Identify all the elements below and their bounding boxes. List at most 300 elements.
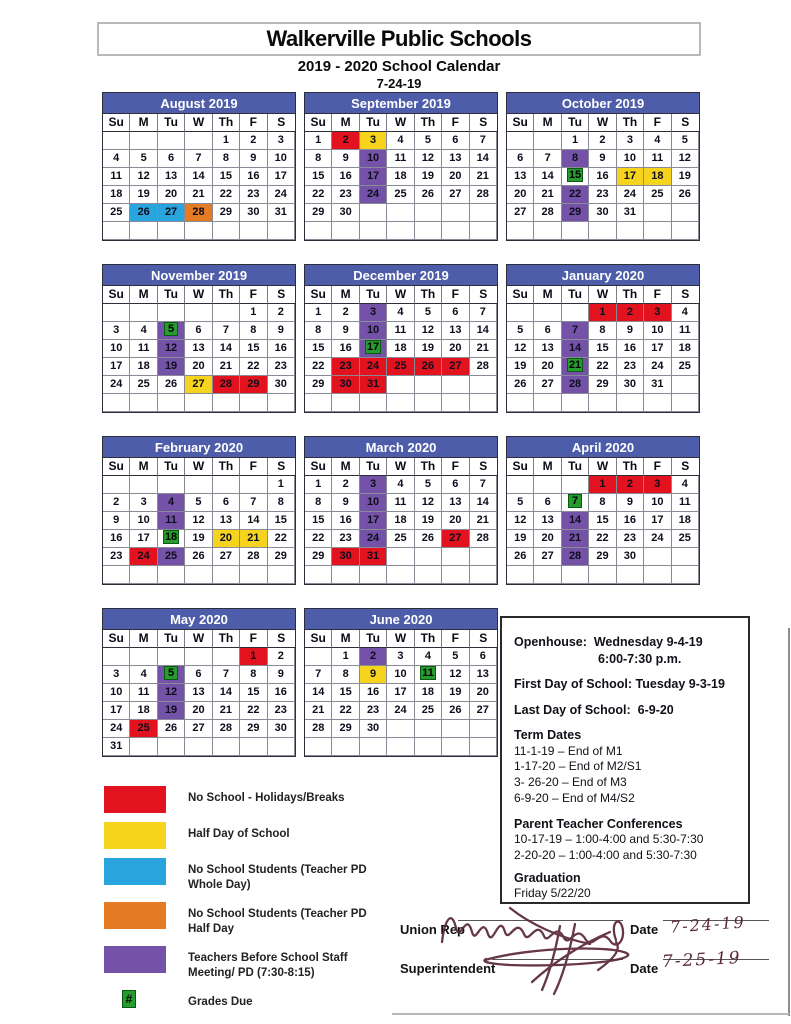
month-title: April 2020	[507, 437, 699, 458]
calendar-day-cell: 20	[442, 168, 469, 186]
calendar-day-cell: 11	[672, 494, 699, 512]
grades-due-marker: 17	[366, 341, 380, 353]
calendar-day-cell	[470, 720, 497, 738]
calendar-day-cell	[589, 566, 616, 584]
calendar-day-cell: 25	[644, 186, 671, 204]
calendar-day-cell: 16	[360, 684, 387, 702]
union-rep-label: Union Rep	[400, 922, 465, 937]
weekday-header: Tu	[360, 630, 387, 648]
weekday-header: Tu	[158, 458, 185, 476]
calendar-day-cell: 7	[470, 476, 497, 494]
openhouse-line: Openhouse: Wednesday 9-4-19	[514, 635, 703, 649]
calendar-day-cell: 4	[387, 476, 414, 494]
calendar-day-cell	[562, 394, 589, 412]
calendar-day-cell	[644, 566, 671, 584]
calendar-day-cell: 8	[268, 494, 295, 512]
calendar-day-cell: 31	[360, 548, 387, 566]
calendar-day-cell: 6	[534, 494, 561, 512]
calendar-day-cell	[240, 222, 267, 240]
legend-item-yellow	[104, 822, 434, 849]
superintendent-signature-flourish	[598, 942, 618, 970]
calendar-day-cell	[130, 222, 157, 240]
calendar-day-cell	[470, 394, 497, 412]
calendar-day-cell: 2	[103, 494, 130, 512]
weekday-header: M	[534, 114, 561, 132]
calendar-day-cell: 24	[644, 358, 671, 376]
calendar-day-cell: 3	[360, 304, 387, 322]
legend-swatch-column	[104, 946, 188, 973]
weekday-header: Th	[213, 114, 240, 132]
calendar-day-cell: 13	[507, 168, 534, 186]
term-date-line: 11-1-19 – End of M1	[514, 743, 623, 758]
calendar-day-cell: 22	[268, 530, 295, 548]
month-calendar-august	[102, 92, 296, 241]
scan-edge-artifact	[392, 1013, 789, 1015]
calendar-day-cell: 3	[130, 494, 157, 512]
calendar-day-cell	[158, 476, 185, 494]
calendar-day-cell	[332, 738, 359, 756]
weekday-header: F	[240, 630, 267, 648]
calendar-day-cell: 23	[103, 548, 130, 566]
calendar-day-cell	[415, 394, 442, 412]
calendar-day-cell: 20	[534, 358, 561, 376]
calendar-day-cell: 28	[305, 720, 332, 738]
weekday-header: M	[534, 286, 561, 304]
calendar-day-cell: 15	[305, 512, 332, 530]
calendar-day-cell: 29	[589, 376, 616, 394]
calendar-day-cell	[415, 720, 442, 738]
calendar-day-cell: 10	[387, 666, 414, 684]
calendar-day-cell: 24	[268, 186, 295, 204]
calendar-day-cell: 3	[644, 476, 671, 494]
calendar-day-cell: 10	[103, 340, 130, 358]
term-dates-title: Term Dates	[514, 728, 582, 742]
month-title: November 2019	[103, 265, 295, 286]
calendar-day-cell: 15	[589, 340, 616, 358]
calendar-day-cell: 27	[534, 548, 561, 566]
calendar-day-cell	[240, 394, 267, 412]
calendar-day-cell: 21	[240, 530, 267, 548]
calendar-day-cell: 5	[507, 494, 534, 512]
calendar-day-cell	[158, 304, 185, 322]
calendar-day-cell	[268, 394, 295, 412]
calendar-day-cell: 18	[103, 186, 130, 204]
calendar-day-cell: 26	[442, 702, 469, 720]
calendar-day-cell: 19	[442, 684, 469, 702]
calendar-day-cell: 9	[332, 150, 359, 168]
weekday-header: W	[387, 458, 414, 476]
calendar-day-cell: 24	[130, 548, 157, 566]
calendar-day-cell	[672, 222, 699, 240]
calendar-day-cell: 16	[617, 512, 644, 530]
calendar-day-cell: 13	[442, 322, 469, 340]
blue-swatch	[104, 858, 166, 885]
calendar-day-cell	[213, 476, 240, 494]
calendar-day-cell: 31	[644, 376, 671, 394]
calendar-day-cell: 21	[470, 340, 497, 358]
calendar-day-cell: 29	[305, 548, 332, 566]
calendar-day-cell: 10	[360, 494, 387, 512]
calendar-day-cell: 28	[185, 204, 212, 222]
calendar-day-cell	[185, 304, 212, 322]
calendar-day-cell	[672, 548, 699, 566]
calendar-day-cell: 29	[305, 376, 332, 394]
calendar-day-cell	[158, 648, 185, 666]
calendar-day-cell	[470, 548, 497, 566]
calendar-day-cell	[387, 566, 414, 584]
scan-edge-artifact	[788, 628, 790, 1016]
calendar-day-cell	[158, 132, 185, 150]
calendar-day-cell	[213, 394, 240, 412]
calendar-day-cell: 9	[617, 322, 644, 340]
calendar-day-cell: 17	[617, 168, 644, 186]
calendar-day-cell: 16	[332, 340, 359, 358]
superintendent-signature-stroke3	[532, 932, 610, 982]
calendar-day-cell: 29	[332, 720, 359, 738]
weekday-header: W	[185, 286, 212, 304]
month-title: March 2020	[305, 437, 497, 458]
weekday-header: M	[332, 458, 359, 476]
calendar-day-cell	[672, 376, 699, 394]
calendar-day-cell: 18	[387, 168, 414, 186]
calendar-day-cell: 29	[305, 204, 332, 222]
calendar-day-cell: 15	[332, 684, 359, 702]
weekday-header: F	[644, 458, 671, 476]
calendar-day-cell	[644, 222, 671, 240]
weekday-header: S	[470, 630, 497, 648]
calendar-day-cell	[534, 394, 561, 412]
calendar-day-cell	[415, 204, 442, 222]
calendar-day-cell: 17	[360, 512, 387, 530]
calendar-day-cell	[415, 666, 442, 684]
calendar-day-cell	[240, 476, 267, 494]
calendar-day-cell	[442, 738, 469, 756]
calendar-day-cell: 20	[213, 530, 240, 548]
calendar-day-cell	[185, 738, 212, 756]
weekday-header: M	[130, 458, 157, 476]
calendar-day-cell: 5	[442, 648, 469, 666]
purple-swatch	[104, 946, 166, 973]
weekday-header: M	[332, 114, 359, 132]
calendar-day-cell: 19	[158, 358, 185, 376]
calendar-day-cell	[360, 204, 387, 222]
graduation-date: Friday 5/22/20	[514, 886, 591, 901]
calendar-day-cell: 9	[268, 322, 295, 340]
calendar-day-cell: 26	[507, 548, 534, 566]
legend-swatch-column	[104, 902, 188, 929]
calendar-day-cell: 14	[534, 168, 561, 186]
calendar-day-cell: 13	[534, 340, 561, 358]
weekday-header: M	[534, 458, 561, 476]
calendar-day-cell: 23	[332, 530, 359, 548]
calendar-day-cell: 18	[415, 684, 442, 702]
calendar-day-cell: 18	[672, 512, 699, 530]
legend-label: No School Students (Teacher PD Half Day	[188, 907, 367, 935]
calendar-day-cell	[507, 476, 534, 494]
calendar-day-cell: 11	[130, 684, 157, 702]
month-title: May 2020	[103, 609, 295, 630]
calendar-day-cell: 13	[470, 666, 497, 684]
calendar-day-cell: 14	[470, 150, 497, 168]
calendar-day-cell	[442, 222, 469, 240]
calendar-day-cell	[470, 222, 497, 240]
calendar-day-cell: 5	[415, 304, 442, 322]
calendar-day-cell: 8	[240, 322, 267, 340]
calendar-day-cell: 1	[213, 132, 240, 150]
calendar-day-cell	[332, 566, 359, 584]
calendar-day-cell: 26	[158, 376, 185, 394]
calendar-day-cell: 18	[130, 702, 157, 720]
weekday-header: Th	[213, 630, 240, 648]
calendar-day-cell: 15	[213, 168, 240, 186]
weekday-header: F	[240, 114, 267, 132]
weekday-header: M	[130, 114, 157, 132]
calendar-day-cell: 25	[103, 204, 130, 222]
calendar-day-cell	[130, 304, 157, 322]
weekday-header: Su	[507, 458, 534, 476]
calendar-day-cell: 28	[240, 548, 267, 566]
calendar-day-cell: 28	[562, 376, 589, 394]
calendar-day-cell: 8	[305, 494, 332, 512]
calendar-day-cell: 20	[442, 340, 469, 358]
calendar-day-cell: 24	[360, 186, 387, 204]
grades-due-marker: 18	[164, 531, 178, 543]
calendar-day-cell: 8	[240, 666, 267, 684]
calendar-day-cell: 30	[617, 548, 644, 566]
calendar-day-cell: 11	[644, 150, 671, 168]
calendar-day-cell: 21	[470, 512, 497, 530]
calendar-day-cell	[158, 566, 185, 584]
calendar-day-cell	[103, 132, 130, 150]
grades-due-marker: 5	[164, 322, 178, 336]
calendar-day-cell: 21	[213, 358, 240, 376]
calendar-day-cell: 7	[213, 666, 240, 684]
calendar-day-cell: 25	[130, 376, 157, 394]
weekday-header: Tu	[562, 458, 589, 476]
calendar-day-cell: 22	[240, 358, 267, 376]
calendar-day-cell: 24	[360, 530, 387, 548]
calendar-day-cell	[158, 530, 185, 548]
calendar-day-cell: 17	[644, 512, 671, 530]
calendar-day-cell: 28	[213, 720, 240, 738]
calendar-day-cell	[130, 648, 157, 666]
calendar-day-cell: 27	[534, 376, 561, 394]
openhouse-time: 6:00-7:30 p.m.	[598, 651, 682, 666]
calendar-day-cell	[562, 222, 589, 240]
calendar-day-cell: 27	[470, 702, 497, 720]
superintendent-signature-loop	[484, 948, 628, 965]
calendar-day-cell	[617, 566, 644, 584]
calendar-day-cell: 25	[387, 186, 414, 204]
calendar-day-cell	[534, 304, 561, 322]
calendar-day-cell: 27	[442, 530, 469, 548]
calendar-day-cell: 26	[415, 530, 442, 548]
calendar-day-cell: 4	[644, 132, 671, 150]
calendar-day-cell: 20	[507, 186, 534, 204]
calendar-day-cell: 25	[415, 702, 442, 720]
calendar-day-cell: 31	[268, 204, 295, 222]
weekday-header: S	[268, 458, 295, 476]
weekday-header: S	[672, 114, 699, 132]
grades-due-marker: 15	[568, 169, 582, 181]
calendar-day-cell: 1	[240, 304, 267, 322]
calendar-day-cell: 6	[470, 648, 497, 666]
calendar-day-cell: 16	[240, 168, 267, 186]
calendar-day-cell: 21	[305, 702, 332, 720]
weekday-header: W	[185, 630, 212, 648]
calendar-day-cell: 5	[672, 132, 699, 150]
calendar-day-cell: 11	[672, 322, 699, 340]
calendar-day-cell	[360, 738, 387, 756]
calendar-day-cell	[507, 132, 534, 150]
calendar-day-cell	[617, 394, 644, 412]
weekday-header: Su	[103, 286, 130, 304]
calendar-day-cell: 16	[332, 168, 359, 186]
conference-line: 10-17-19 – 1:00-4:00 and 5:30-7:30	[514, 832, 704, 847]
weekday-header: Tu	[158, 286, 185, 304]
weekday-header: Su	[305, 630, 332, 648]
legend-item-red	[104, 786, 434, 813]
calendar-day-cell: 28	[534, 204, 561, 222]
month-title: December 2019	[305, 265, 497, 286]
calendar-day-cell: 24	[103, 720, 130, 738]
calendar-day-cell	[415, 566, 442, 584]
calendar-day-cell: 16	[332, 512, 359, 530]
calendar-day-cell: 2	[332, 476, 359, 494]
grades-due-marker: 5	[164, 666, 178, 680]
calendar-day-cell: 25	[130, 720, 157, 738]
calendar-day-cell: 6	[442, 476, 469, 494]
calendar-day-cell: 22	[213, 186, 240, 204]
calendar-day-cell: 8	[562, 150, 589, 168]
weekday-header: Th	[213, 458, 240, 476]
weekday-header: M	[332, 286, 359, 304]
weekday-header: F	[240, 458, 267, 476]
calendar-day-cell: 21	[185, 186, 212, 204]
calendar-day-cell	[213, 738, 240, 756]
calendar-day-cell: 3	[103, 322, 130, 340]
calendar-day-cell: 15	[268, 512, 295, 530]
calendar-day-cell: 19	[507, 358, 534, 376]
month-title: August 2019	[103, 93, 295, 114]
calendar-day-cell: 25	[672, 530, 699, 548]
calendar-day-cell	[213, 648, 240, 666]
month-calendar-november	[102, 264, 296, 413]
calendar-day-cell: 2	[332, 304, 359, 322]
calendar-day-cell: 20	[470, 684, 497, 702]
calendar-day-cell: 10	[360, 150, 387, 168]
calendar-day-cell: 18	[387, 512, 414, 530]
weekday-header: S	[470, 114, 497, 132]
calendar-day-cell: 15	[240, 684, 267, 702]
weekday-header: Th	[617, 458, 644, 476]
superintendent-label: Superintendent	[400, 961, 496, 976]
calendar-day-cell: 12	[672, 150, 699, 168]
calendar-day-cell: 26	[185, 548, 212, 566]
calendar-day-cell: 20	[442, 512, 469, 530]
term-date-line: 3- 26-20 – End of M3	[514, 775, 627, 790]
month-title: October 2019	[507, 93, 699, 114]
month-calendar-september	[304, 92, 498, 241]
weekday-header: Th	[415, 458, 442, 476]
calendar-day-cell	[213, 304, 240, 322]
calendar-day-cell	[185, 132, 212, 150]
calendar-day-cell: 1	[268, 476, 295, 494]
calendar-day-cell: 20	[534, 530, 561, 548]
calendar-day-cell: 21	[562, 530, 589, 548]
calendar-day-cell	[305, 648, 332, 666]
calendar-day-cell	[415, 738, 442, 756]
weekday-header: Su	[103, 630, 130, 648]
yellow-swatch	[104, 822, 166, 849]
calendar-day-cell: 8	[332, 666, 359, 684]
calendar-day-cell: 19	[415, 512, 442, 530]
calendar-day-cell: 27	[158, 204, 185, 222]
calendar-day-cell: 5	[415, 132, 442, 150]
calendar-day-cell: 2	[617, 304, 644, 322]
calendar-day-cell	[158, 666, 185, 684]
calendar-day-cell: 8	[213, 150, 240, 168]
calendar-day-cell: 2	[240, 132, 267, 150]
calendar-day-cell: 19	[415, 340, 442, 358]
calendar-day-cell	[213, 566, 240, 584]
calendar-day-cell	[332, 222, 359, 240]
calendar-day-cell: 31	[617, 204, 644, 222]
calendar-day-cell: 14	[470, 322, 497, 340]
calendar-day-cell: 4	[130, 666, 157, 684]
calendar-day-cell: 18	[644, 168, 671, 186]
calendar-day-cell	[442, 376, 469, 394]
weekday-header: W	[589, 458, 616, 476]
weekday-header: S	[268, 630, 295, 648]
calendar-day-cell: 1	[589, 304, 616, 322]
weekday-header: W	[387, 630, 414, 648]
calendar-day-cell: 30	[360, 720, 387, 738]
calendar-day-cell: 23	[268, 358, 295, 376]
calendar-day-cell: 6	[507, 150, 534, 168]
calendar-day-cell: 11	[103, 168, 130, 186]
calendar-day-cell: 14	[562, 340, 589, 358]
weekday-header: Tu	[158, 630, 185, 648]
calendar-day-cell	[562, 358, 589, 376]
legend-label: Half Day of School	[188, 828, 290, 840]
calendar-day-cell: 24	[644, 530, 671, 548]
calendar-day-cell: 20	[158, 186, 185, 204]
calendar-day-cell	[103, 566, 130, 584]
calendar-day-cell: 23	[268, 702, 295, 720]
calendar-day-cell: 29	[562, 204, 589, 222]
calendar-day-cell	[387, 376, 414, 394]
calendar-day-cell: 21	[470, 168, 497, 186]
calendar-day-cell: 23	[332, 358, 359, 376]
calendar-day-cell: 2	[617, 476, 644, 494]
calendar-day-cell: 6	[213, 494, 240, 512]
red-swatch	[104, 786, 166, 813]
legend-label: Grades Due	[188, 995, 253, 1008]
calendar-day-cell: 22	[240, 702, 267, 720]
calendar-day-cell: 10	[103, 684, 130, 702]
calendar-day-cell: 22	[305, 358, 332, 376]
calendar-day-cell: 15	[305, 168, 332, 186]
calendar-day-cell: 30	[240, 204, 267, 222]
legend	[104, 786, 434, 1010]
calendar-day-cell: 10	[644, 494, 671, 512]
calendar-day-cell: 1	[305, 132, 332, 150]
calendar-day-cell	[130, 132, 157, 150]
calendar-day-cell	[644, 394, 671, 412]
orange-swatch	[104, 902, 166, 929]
weekday-header: F	[442, 630, 469, 648]
